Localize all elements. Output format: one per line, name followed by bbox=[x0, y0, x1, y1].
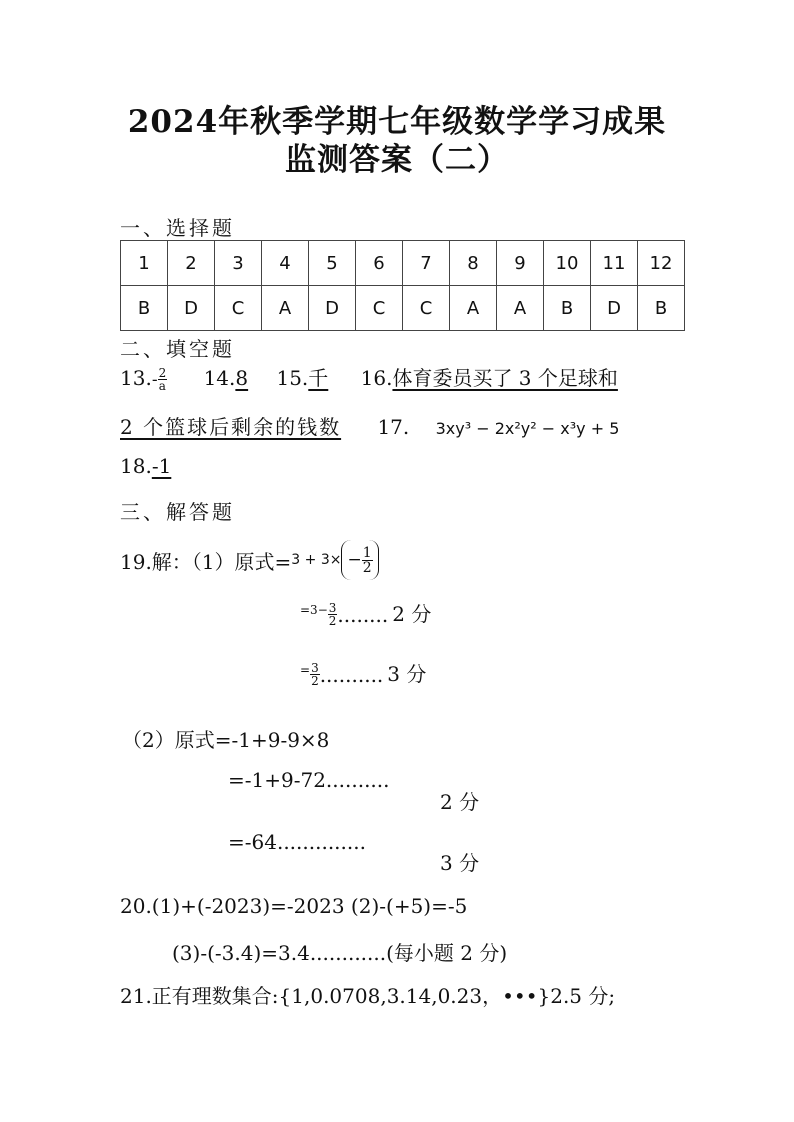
question-number: 3 bbox=[215, 241, 262, 286]
q13-label: 13. bbox=[120, 366, 152, 390]
q19-step2-score: 3 分 bbox=[387, 662, 427, 686]
q19-part2-line: （2）原式=-1+9-9×8 bbox=[122, 728, 330, 752]
q19-half-numerator: 1 bbox=[362, 544, 372, 561]
q19-expression: 3 + 3× bbox=[291, 552, 342, 568]
choice-answer: C bbox=[356, 286, 403, 331]
q13-sign: - bbox=[151, 370, 158, 390]
q19-step2-prefix: = bbox=[300, 663, 311, 677]
q19-step-1 bbox=[300, 598, 431, 627]
q19-step-2 bbox=[300, 658, 426, 687]
q13-numerator: 2 bbox=[158, 366, 167, 380]
q19-step2-fraction bbox=[310, 662, 320, 687]
q21-line-1: 21.正有理数集合:{1,0.0708,3.14,0.23，•••}2.5 分; bbox=[120, 984, 616, 1008]
choice-answer: D bbox=[309, 286, 356, 331]
fill-answers-line-2 bbox=[120, 411, 619, 440]
q14-label: 14. bbox=[203, 366, 236, 390]
q20-line-1: 20.(1)+(-2023)=-2023 (2)-(+5)=-5 bbox=[120, 894, 468, 918]
q19-step1-denominator: 2 bbox=[328, 614, 337, 628]
q15-answer: 千 bbox=[308, 366, 329, 390]
choice-answer: D bbox=[591, 286, 638, 331]
q19-part1-line bbox=[120, 540, 379, 580]
section-fill-heading: 二、填空题 bbox=[120, 337, 235, 361]
choice-answer-table bbox=[120, 240, 685, 331]
q19-part2-step2-score: 3 分 bbox=[440, 851, 480, 875]
choice-answer: D bbox=[168, 286, 215, 331]
q19-step1-prefix: =3− bbox=[300, 603, 328, 617]
q19-step2-numerator: 3 bbox=[311, 661, 319, 675]
q19-half-fraction bbox=[362, 546, 373, 575]
q16-label: 16. bbox=[360, 366, 393, 390]
question-number: 8 bbox=[450, 241, 497, 286]
choice-answer: A bbox=[450, 286, 497, 331]
q16-answer-part-1: 体育委员买了 3 个足球和 bbox=[392, 366, 618, 390]
q19-parenthesis bbox=[341, 540, 378, 580]
q19-step1-score: 2 分 bbox=[392, 602, 432, 626]
q19-label: 19.解：（1）原式= bbox=[120, 549, 292, 574]
choice-answer: C bbox=[403, 286, 450, 331]
q17-label: 17. bbox=[377, 415, 410, 439]
choice-answer: B bbox=[121, 286, 168, 331]
q20-line-2: (3)-(-3.4)=3.4............(每小题 2 分) bbox=[172, 941, 508, 965]
question-number: 7 bbox=[403, 241, 450, 286]
q19-part2-step1-score: 2 分 bbox=[440, 790, 480, 814]
q13-denominator: a bbox=[158, 379, 166, 393]
question-number: 11 bbox=[591, 241, 638, 286]
q13-fraction bbox=[158, 367, 168, 392]
q19-step2-dots: .......... bbox=[319, 663, 384, 687]
question-number: 12 bbox=[638, 241, 685, 286]
question-number: 2 bbox=[168, 241, 215, 286]
fill-answers-line-3 bbox=[120, 454, 171, 478]
question-number: 6 bbox=[356, 241, 403, 286]
question-number: 1 bbox=[121, 241, 168, 286]
question-number: 10 bbox=[544, 241, 591, 286]
q17-answer: 3xy³ − 2x²y² − x³y + 5 bbox=[435, 419, 620, 438]
title-line-2: 监测答案（二） bbox=[285, 142, 509, 178]
choice-answer: B bbox=[638, 286, 685, 331]
choice-answer: A bbox=[497, 286, 544, 331]
section-solution-heading: 三、解答题 bbox=[120, 500, 235, 524]
q19-negative-sign: − bbox=[347, 550, 362, 570]
q19-step1-dots: ........ bbox=[337, 603, 389, 627]
q19-part2-step-2: =-64.............. bbox=[228, 830, 366, 854]
question-number-row bbox=[121, 241, 685, 286]
question-number: 9 bbox=[497, 241, 544, 286]
q14-answer: 8 bbox=[235, 366, 249, 390]
title-line-1: 2024年秋季学期七年级数学学习成果 bbox=[127, 104, 667, 140]
fill-answers-line-1 bbox=[120, 362, 618, 392]
q19-part2-step-1: =-1+9-72.......... bbox=[228, 768, 390, 792]
q18-answer: -1 bbox=[151, 454, 172, 478]
choice-answer: A bbox=[262, 286, 309, 331]
q16-answer-part-2: 2 个篮球后剩余的钱数 bbox=[120, 415, 342, 439]
q19-step1-numerator: 3 bbox=[328, 601, 337, 615]
question-number: 5 bbox=[309, 241, 356, 286]
q18-label: 18. bbox=[120, 454, 152, 478]
choice-answer: C bbox=[215, 286, 262, 331]
question-number: 4 bbox=[262, 241, 309, 286]
q15-label: 15. bbox=[276, 366, 309, 390]
q19-step2-denominator: 2 bbox=[311, 674, 319, 688]
q19-half-denominator: 2 bbox=[362, 559, 372, 576]
section-choice-heading: 一、选择题 bbox=[120, 216, 235, 240]
answer-row bbox=[121, 286, 685, 331]
q19-step1-fraction bbox=[328, 602, 338, 627]
choice-answer: B bbox=[544, 286, 591, 331]
